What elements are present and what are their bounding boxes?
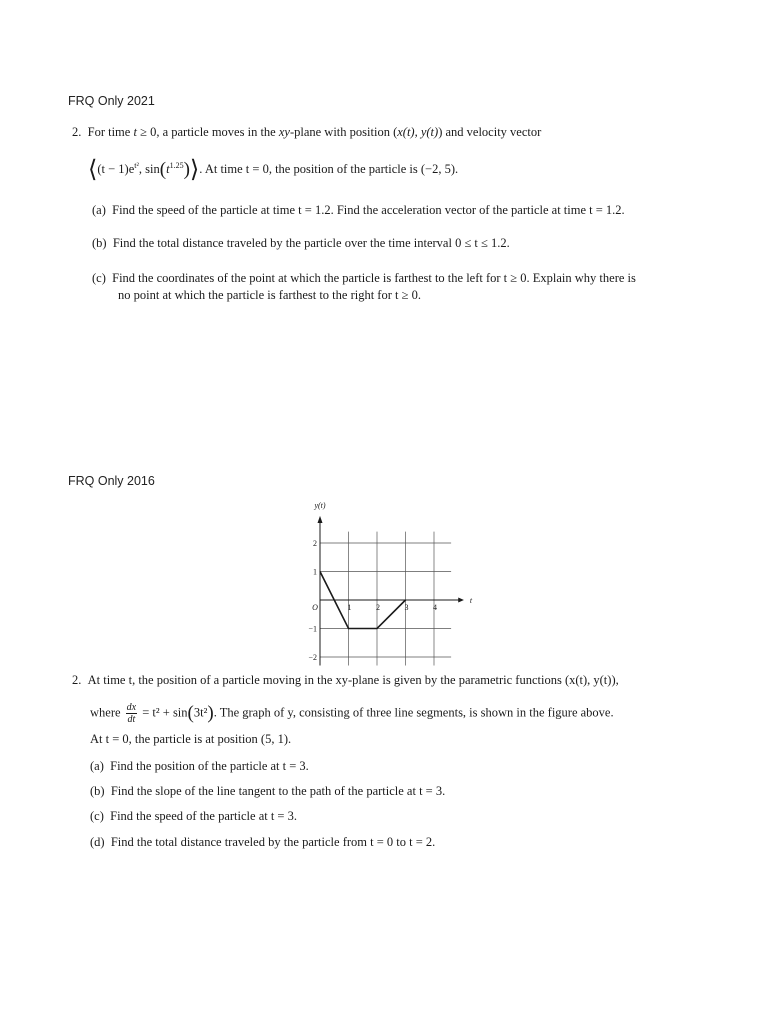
paren-close: ) [183, 159, 190, 181]
part-label: (a) [92, 203, 106, 217]
intro-text: At time t, the position of a particle moving in the xy-plane is given by the parametric functions (x(t), y(t)), [87, 673, 619, 687]
x-tick-label: 3 [404, 603, 409, 612]
intro-text: For time [87, 125, 134, 139]
dx-dt-fraction [126, 702, 137, 725]
part-text: Find the speed of the particle at time t = 1.2. Find the acceleration vector of the particle at time t = 1.2. [112, 203, 625, 217]
part-b-2021 [92, 235, 510, 251]
part-d-2016 [90, 834, 435, 850]
part-a-2021 [92, 202, 625, 218]
paren-close: ) [207, 702, 214, 724]
intro-var: t [133, 125, 137, 139]
origin-label: O [312, 603, 318, 612]
intro-var: xy [278, 125, 290, 139]
y-axis-arrow [318, 516, 323, 523]
graph-grid [320, 532, 451, 666]
velocity-vector-line [88, 157, 459, 184]
paren-open: ( [159, 159, 167, 181]
part-c-2021-continued [118, 287, 421, 303]
equation-text: . The graph of y, consisting of three line segments, is shown in the figure above. [213, 705, 614, 720]
graph-axes [318, 516, 464, 666]
y-axis-label: y(t) [314, 501, 326, 510]
equation-arg: 3t² [193, 705, 208, 720]
t-axis-arrow [458, 598, 464, 603]
part-text: Find the total distance traveled by the particle over the time interval 0 ≤ t ≤ 1.2. [112, 236, 510, 250]
part-b-2016 [90, 783, 445, 799]
fraction-numerator: dx [126, 702, 137, 713]
question-number: 2. [72, 673, 82, 687]
part-text: Find the position of the particle at t = 3. [110, 759, 309, 773]
velocity-x-exponent: t² [134, 161, 139, 170]
where-text: where [90, 705, 121, 720]
question-2016-line1 [72, 672, 619, 688]
part-c-2021 [92, 270, 636, 286]
angle-bracket-right: ⟩ [189, 157, 200, 184]
x-tick-label: 2 [376, 603, 380, 612]
part-a-2016 [90, 758, 309, 774]
part-c-2016 [90, 808, 297, 824]
part-text: Find the slope of the line tangent to the path of the particle at t = 3. [110, 784, 446, 798]
part-text: Find the speed of the particle at t = 3. [110, 809, 297, 823]
part-label: (c) [90, 809, 104, 823]
y-tick-label: 2 [313, 539, 317, 548]
intro-text: ≥ 0, a particle moves in the [136, 125, 279, 139]
velocity-y-exponent: 1.25 [169, 161, 184, 170]
y-tick-label: −1 [308, 624, 317, 634]
initial-position-text: . At time t = 0, the position of the particle is (−2, 5). [199, 162, 459, 177]
question-2016-line2 [90, 702, 614, 725]
question-2021-intro [72, 124, 541, 140]
y-tick-label: 1 [313, 567, 317, 577]
part-text: no point at which the particle is farthest to the right for t ≥ 0. [118, 288, 421, 302]
paren-open: ( [187, 702, 194, 724]
part-label: (d) [90, 835, 105, 849]
y-tick-label: −2 [308, 653, 317, 662]
angle-bracket-left: ⟨ [88, 157, 98, 184]
fraction-denominator: dt [127, 714, 136, 725]
intro-var: x(t), y(t) [397, 125, 439, 139]
part-label: (b) [92, 236, 107, 250]
part-text: Find the coordinates of the point at which the particle is farthest to the left for t ≥ 0. Explain why there is [112, 271, 636, 285]
section-header-2016: FRQ Only 2016 [68, 474, 155, 488]
velocity-y-function: , sin [138, 162, 160, 177]
question-2016-line3 [90, 731, 291, 747]
part-text: Find the total distance traveled by the particle from t = 0 to t = 2. [110, 835, 436, 849]
part-label: (c) [92, 271, 106, 285]
x-tick-label: 1 [347, 603, 352, 612]
section-header-2021: FRQ Only 2021 [68, 94, 155, 108]
graph-labels [308, 501, 472, 662]
velocity-x-component: (t − 1)e [97, 162, 135, 177]
y-of-t-graph [290, 496, 473, 664]
intro-text: ) and velocity vector [438, 125, 542, 139]
part-label: (a) [90, 759, 104, 773]
initial-position-text: At t = 0, the particle is at position (5, 1). [90, 732, 292, 746]
velocity-y-arg: t [166, 162, 170, 177]
x-tick-label: 4 [433, 603, 437, 612]
part-label: (b) [90, 784, 105, 798]
intro-text: -plane with position ( [289, 125, 398, 139]
equation-text: = t² + sin [139, 705, 188, 720]
t-axis-label: t [469, 596, 473, 605]
question-number: 2. [72, 125, 82, 139]
